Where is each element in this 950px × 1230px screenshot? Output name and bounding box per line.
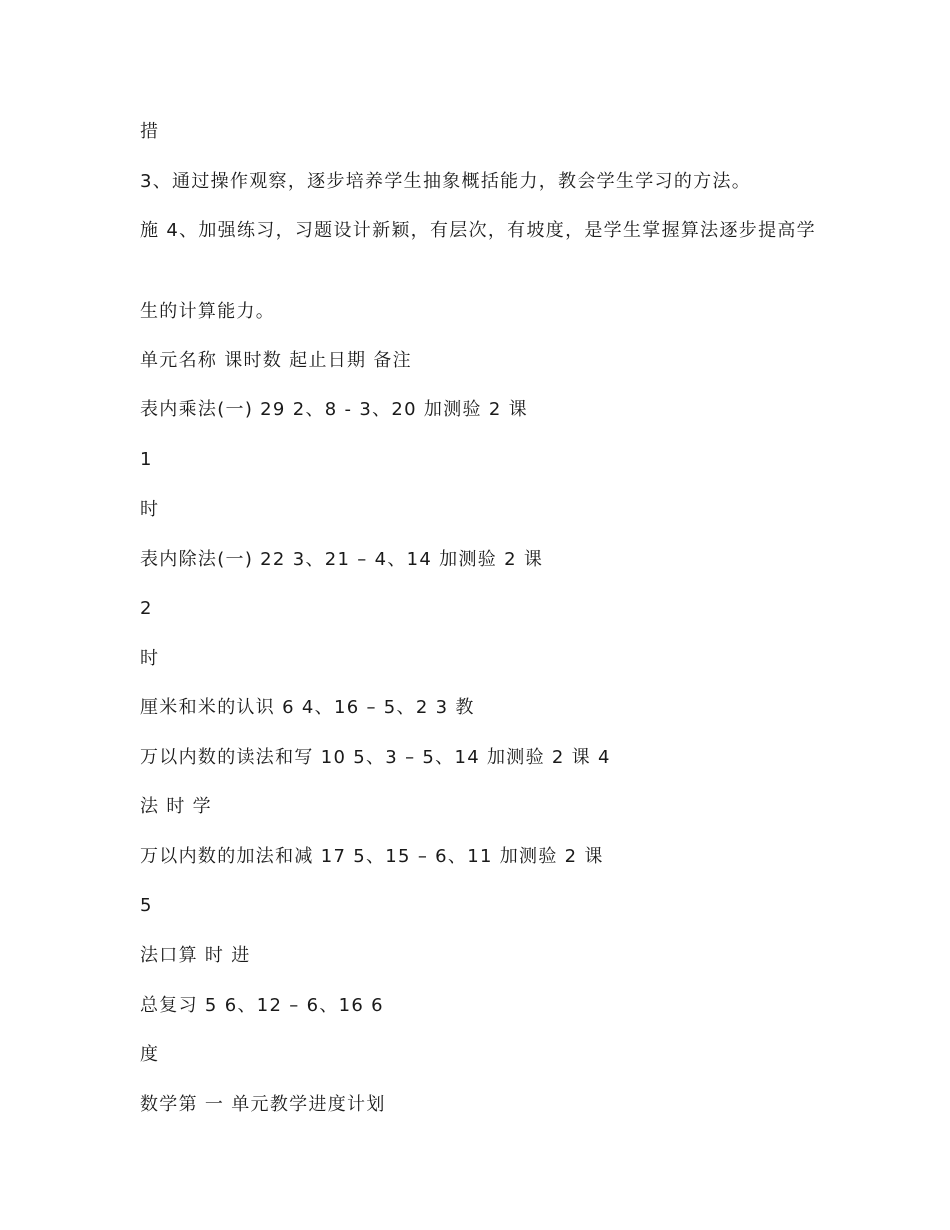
table-row-line: 万以内数的加法和减 17 5、15 – 6、11 加测验 2 课 (140, 846, 604, 867)
text-line: 生的计算能力。 (140, 301, 276, 322)
text-line: 2 (140, 598, 153, 619)
table-row-line: 厘米和米的认识 6 4、16 – 5、2 3 教 (140, 697, 475, 718)
text-line: 5 (140, 895, 153, 916)
text-line: 法口算 时 进 (140, 945, 251, 966)
text-line: 时 (140, 648, 160, 669)
table-row-line: 表内除法(一) 22 3、21 – 4、14 加测验 2 课 (140, 549, 544, 570)
table-row-line: 万以内数的读法和写 10 5、3 – 5、14 加测验 2 课 4 (140, 747, 611, 768)
table-row-line: 表内乘法(一) 29 2、8 - 3、20 加测验 2 课 (140, 399, 528, 420)
section-title: 数学第 一 单元教学进度计划 (140, 1094, 386, 1115)
table-row-line: 总复习 5 6、12 – 6、16 6 (140, 995, 384, 1016)
text-line: 法 时 学 (140, 796, 212, 817)
text-line: 时 (140, 499, 160, 520)
text-line: 3、通过操作观察，逐步培养学生抽象概括能力，教会学生学习的方法。 (140, 171, 752, 192)
text-line: 施 4、加强练习，习题设计新颖，有层次，有坡度，是学生掌握算法逐步提高学 (140, 220, 816, 241)
text-line: 1 (140, 449, 153, 470)
text-line: 度 (140, 1044, 160, 1065)
table-header-line: 单元名称 课时数 起止日期 备注 (140, 350, 412, 371)
text-line: 措 (140, 121, 160, 142)
